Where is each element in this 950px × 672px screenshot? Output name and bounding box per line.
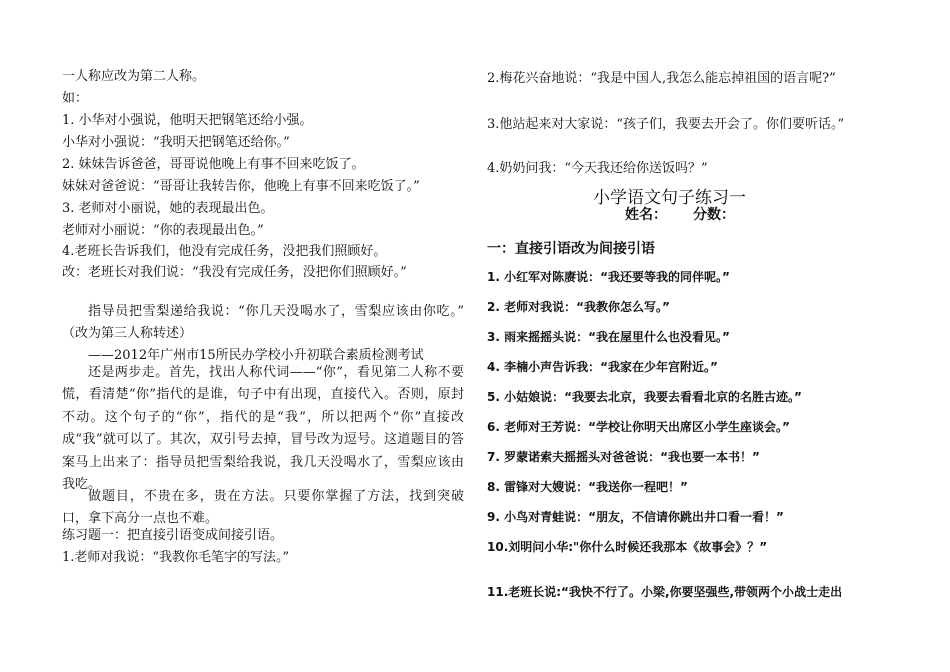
text-line: 如： (62, 91, 89, 106)
exercise-item: 3. 雨来摇摇头说：“我在屋里什么也没看见。” (487, 330, 730, 344)
exercise-item: 7. 罗蒙诺索夫摇摇头对爸爸说：“我也要一本书！” (487, 450, 760, 464)
exercise-item: 4. 李楠小声告诉我：“我家在少年宫附近。” (487, 360, 718, 374)
exercise-item: 2. 老师对我说：“我教你怎么写。” (487, 300, 670, 314)
practice-item: 2.梅花兴奋地说：“我是中国人,我怎么能忘掉祖国的语言呢?” (487, 71, 836, 86)
text-line: 小华对小强说：“我明天把钢笔还给你。” (62, 135, 290, 150)
name-score-line (625, 204, 735, 224)
text-line: 改：老班长对我们说：“我没有完成任务，没把你们照顾好。” (62, 265, 407, 280)
name-label: 姓名： (625, 207, 667, 223)
text-line: 2. 妹妹告诉爸爸，哥哥说他晚上有事不回来吃饭了。 (62, 157, 365, 172)
source-line: ——2012年广州市15所民办学校小升初联合素质检测考试 (88, 348, 424, 363)
text-line: 3. 老师对小丽说，她的表现最出色。 (62, 201, 274, 216)
practice-title: 练习题一：把直接引语变成间接引语。 (62, 528, 284, 543)
exercise-item: 6. 老师对王芳说：“学校让你明天出席区小学生座谈会。” (487, 420, 790, 434)
practice-item: 4.奶奶问我：“今天我还给你送饭吗？” (487, 161, 708, 176)
exercise-item: 8. 雷锋对大嫂说：“我送你一程吧！” (487, 480, 688, 494)
practice-item: 1.老师对我说：“我教你毛笔字的写法。” (62, 550, 290, 565)
text-line: 一人称应改为第二人称。 (62, 69, 206, 84)
text-line: 妹妹对爸爸说：“哥哥让我转告你，他晚上有事不回来吃饭了。” (62, 179, 420, 194)
text-line: 1. 小华对小强说，他明天把钢笔还给小强。 (62, 113, 313, 128)
exercise-item: 11.老班长说:“我快不行了。小梁,你要坚强些,带领两个小战士走出 (487, 585, 843, 599)
section-title: 一：直接引语改为间接引语 (487, 241, 655, 257)
worksheet-title: 小学语文句子练习一 (593, 188, 746, 208)
score-label: 分数： (693, 207, 735, 223)
exercise-item: 5. 小姑娘说：“我要去北京，我要去看看北京的名胜古迹。” (487, 390, 802, 404)
text-line: 4.老班长告诉我们，他没有完成任务，没把我们照顾好。 (62, 244, 387, 259)
text-line: 老师对小丽说：“你的表现最出色。” (62, 223, 264, 238)
exercise-item: 10.刘明问小华:"你什么时候还我那本《故事会》？” (487, 540, 768, 554)
practice-item: 3.他站起来对大家说：“孩子们，我要去开会了。你们要听话。” (487, 117, 845, 132)
exercise-item: 1. 小红军对陈赓说：“我还要等我的同伴呢。” (487, 270, 730, 284)
exercise-item: 9. 小鸟对青蛙说：“朋友，不信请你跳出井口看一看！” (487, 510, 784, 524)
advice-paragraph: 做题目，不贵在多，贵在方法。只要你掌握了方法，找到突破口，拿下高分一点也不难。 (62, 489, 464, 527)
analysis-paragraph: 还是两步走。首先，找出人称代词——“你”，看见第二人称不要慌，看清楚“你”指代的是谁，句子中有出现，直接代入。否则，原封不动。这个句子的“你”，指代的是“我”，所以把两个“你”直接改成“我”就可以了。其次，双引号去掉，冒号改为逗号。这道题目的答案马上出来了：指导员把雪梨给我说，我几天没喝水了，雪梨应该由我吃。 (62, 365, 464, 493)
example-paragraph: 指导员把雪梨递给我说：“你几天没喝水了，雪梨应该由你吃。” （改为第三人称转述） (62, 304, 464, 342)
